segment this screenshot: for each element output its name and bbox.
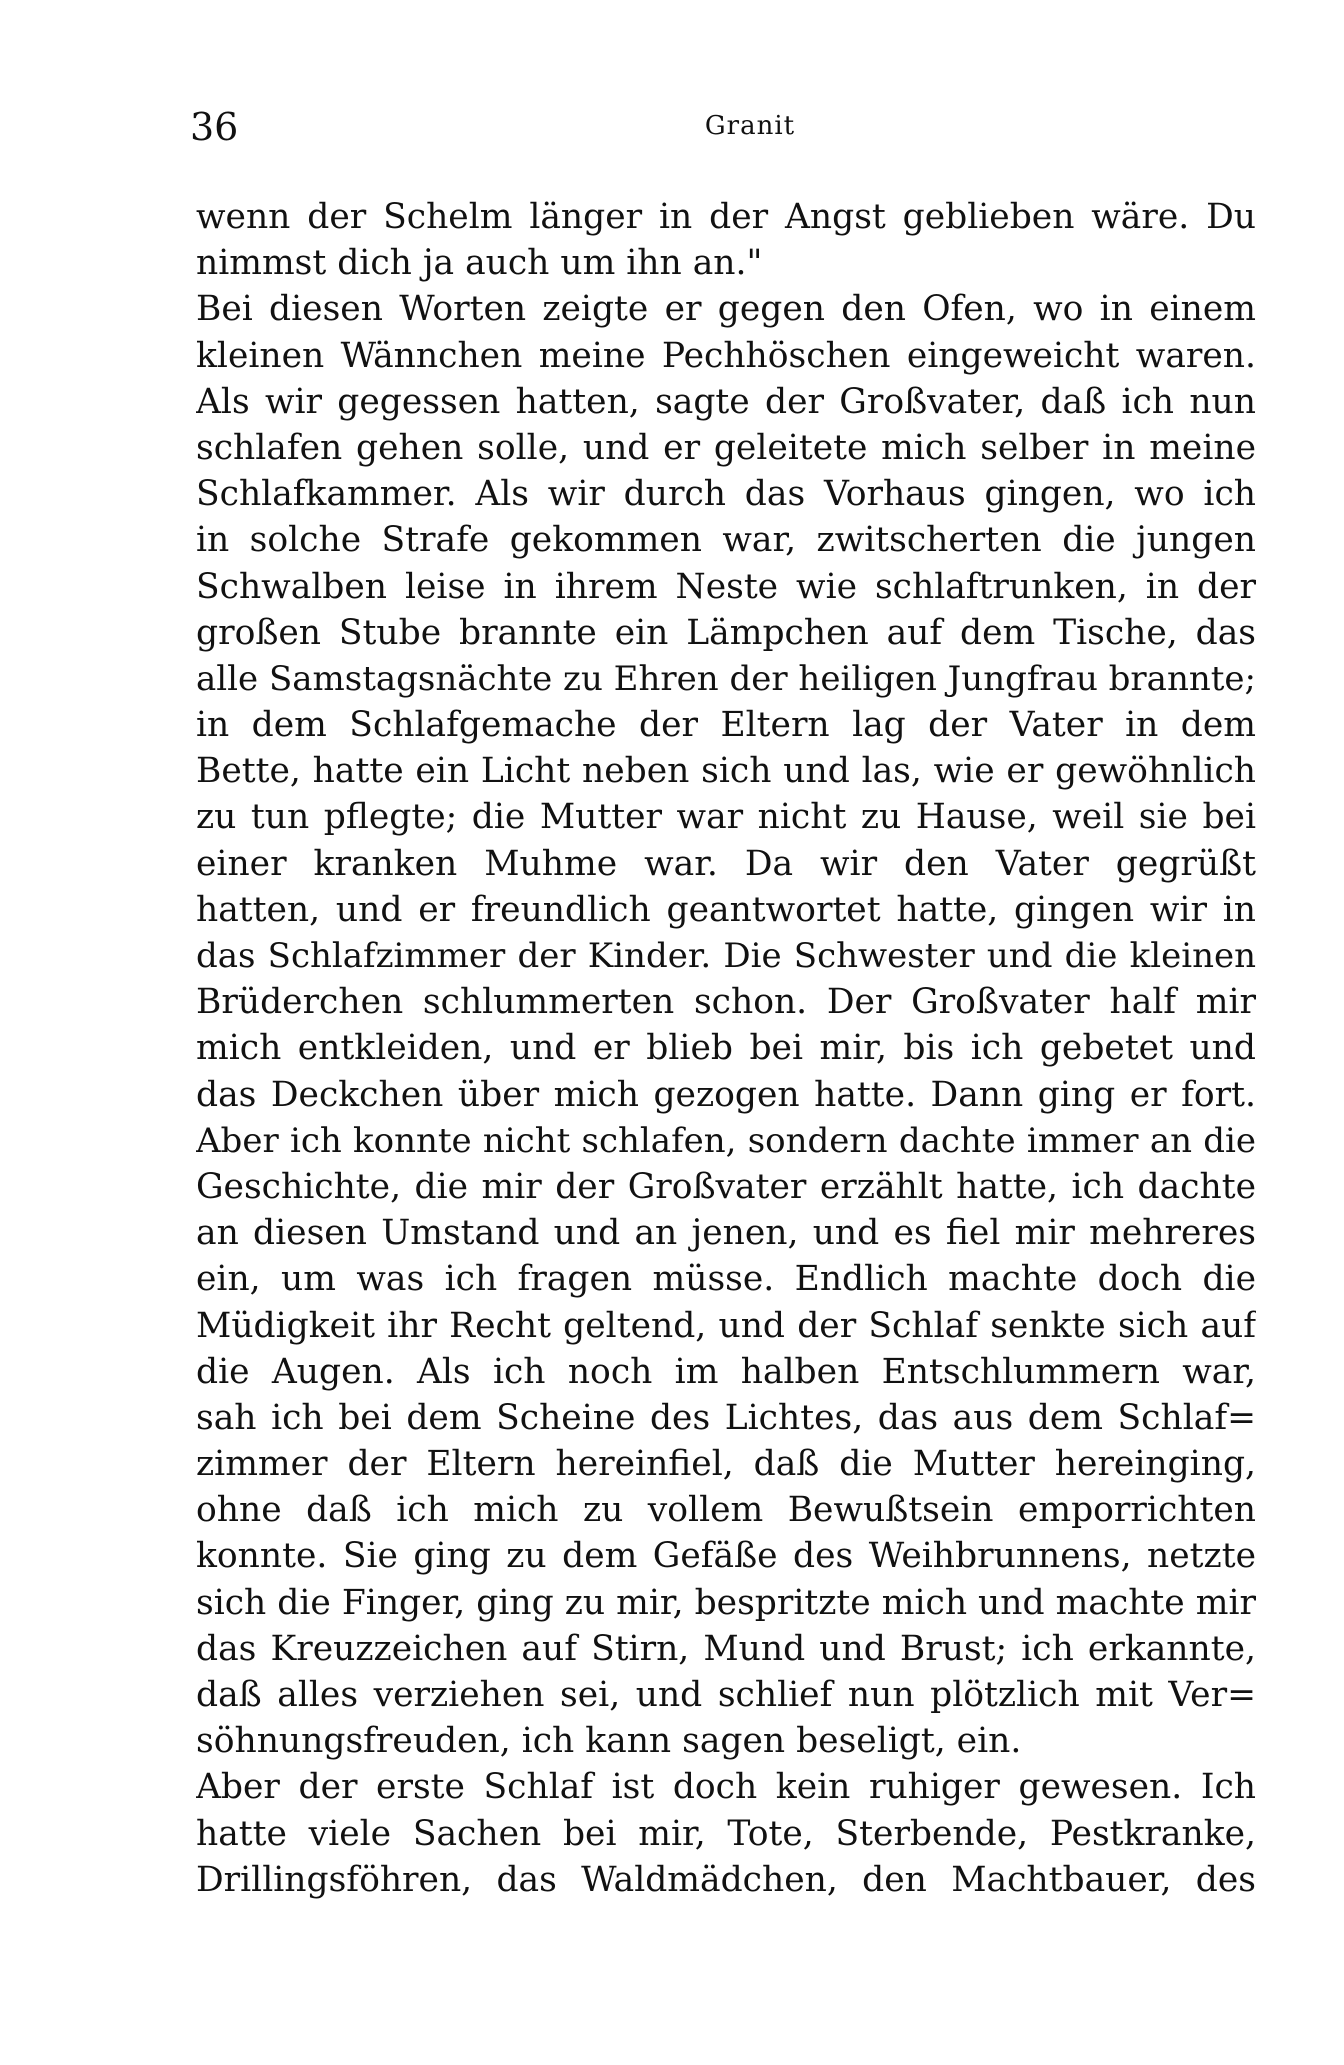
text-line: ein, um was ich fragen müsse. Endlich machte doch die <box>196 1259 1256 1300</box>
running-title: Granit <box>704 111 796 141</box>
text-line: alle Samstagsnächte zu Ehren der heiligen Jungfrau brannte; <box>196 658 1256 699</box>
page-header <box>190 102 1260 152</box>
text-line: in solche Strafe gekommen war, zwitscherten die jungen <box>196 520 1256 561</box>
text-line: daß alles verziehen sei, und schlief nun plötzlich mit Ver= <box>196 1675 1256 1715</box>
text-line: wenn der Schelm länger in der Angst geblieben wäre. Du <box>196 197 1256 237</box>
text-line: Müdigkeit ihr Recht geltend, und der Schlaf senkte sich auf <box>196 1305 1256 1346</box>
text-line: sah ich bei dem Scheine des Lichtes, das aus dem Schlaf= <box>196 1397 1256 1438</box>
text-line: die Augen. Als ich noch im halben Entschlummern war, <box>196 1351 1256 1392</box>
text-line: söhnungsfreuden, ich kann sagen beseligt, ein. <box>196 1721 1022 1762</box>
text-line: Aber ich konnte nicht schlafen, sondern dachte immer an die <box>196 1120 1256 1161</box>
text-line: ohne daß ich mich zu vollem Bewußtsein emporrichten <box>196 1490 1256 1531</box>
text-line: Brüderchen schlummerten schon. Der Großvater half mir <box>196 982 1256 1023</box>
text-line: Schlafkammer. Als wir durch das Vorhaus gingen, wo ich <box>196 474 1256 515</box>
text-line: sich die Finger, ging zu mir, bespritzte mich und machte mir <box>196 1582 1256 1623</box>
text-line: zimmer der Eltern hereinfiel, daß die Mutter hereinging, <box>196 1444 1256 1485</box>
text-line: Bei diesen Worten zeigte er gegen den Ofen, wo in einem <box>196 289 1256 330</box>
text-line: Aber der erste Schlaf ist doch kein ruhiger gewesen. Ich <box>196 1767 1256 1808</box>
text-line: einer kranken Muhme war. Da wir den Vater gegrüßt <box>196 843 1256 884</box>
text-line: hatten, und er freundlich geantwortet hatte, gingen wir in <box>196 889 1256 930</box>
text-line: schlafen gehen solle, und er geleitete mich selber in meine <box>196 427 1256 468</box>
text-line: Geschichte, die mir der Großvater erzählt hatte, ich dachte <box>196 1166 1256 1207</box>
text-line: Bette, hatte ein Licht neben sich und las, wie er gewöhnlich <box>196 751 1256 792</box>
page-number: 36 <box>190 105 239 149</box>
text-line: zu tun pflegte; die Mutter war nicht zu Hause, weil sie bei <box>196 797 1256 838</box>
text-line: an diesen Umstand und an jenen, und es fiel mir mehreres <box>196 1213 1256 1254</box>
text-line: großen Stube brannte ein Lämpchen auf dem Tische, das <box>196 612 1256 653</box>
text-line: Als wir gegessen hatten, sagte der Großvater, daß ich nun <box>196 381 1256 422</box>
text-line: das Deckchen über mich gezogen hatte. Dann ging er fort. <box>196 1074 1256 1115</box>
text-line: mich entkleiden, und er blieb bei mir, bis ich gebetet und <box>196 1028 1256 1069</box>
text-line: das Kreuzzeichen auf Stirn, Mund und Brust; ich erkannte, <box>196 1628 1256 1669</box>
body-text <box>196 194 1256 1903</box>
text-line: hatte viele Sachen bei mir, Tote, Sterbende, Pestkranke, <box>196 1813 1256 1854</box>
text-line: in dem Schlafgemache der Eltern lag der Vater in dem <box>196 705 1256 746</box>
text-line: konnte. Sie ging zu dem Gefäße des Weihbrunnens, netzte <box>196 1536 1256 1577</box>
text-line: Schwalben leise in ihrem Neste wie schlaftrunken, in der <box>196 566 1256 607</box>
text-line: Drillingsföhren, das Waldmädchen, den Machtbauer, des <box>196 1859 1256 1900</box>
text-line: nimmst dich ja auch um ihn an." <box>196 243 763 284</box>
text-line: kleinen Wännchen meine Pechhöschen eingeweicht waren. <box>196 335 1256 376</box>
text-line: das Schlafzimmer der Kinder. Die Schwester und die kleinen <box>196 936 1256 976</box>
